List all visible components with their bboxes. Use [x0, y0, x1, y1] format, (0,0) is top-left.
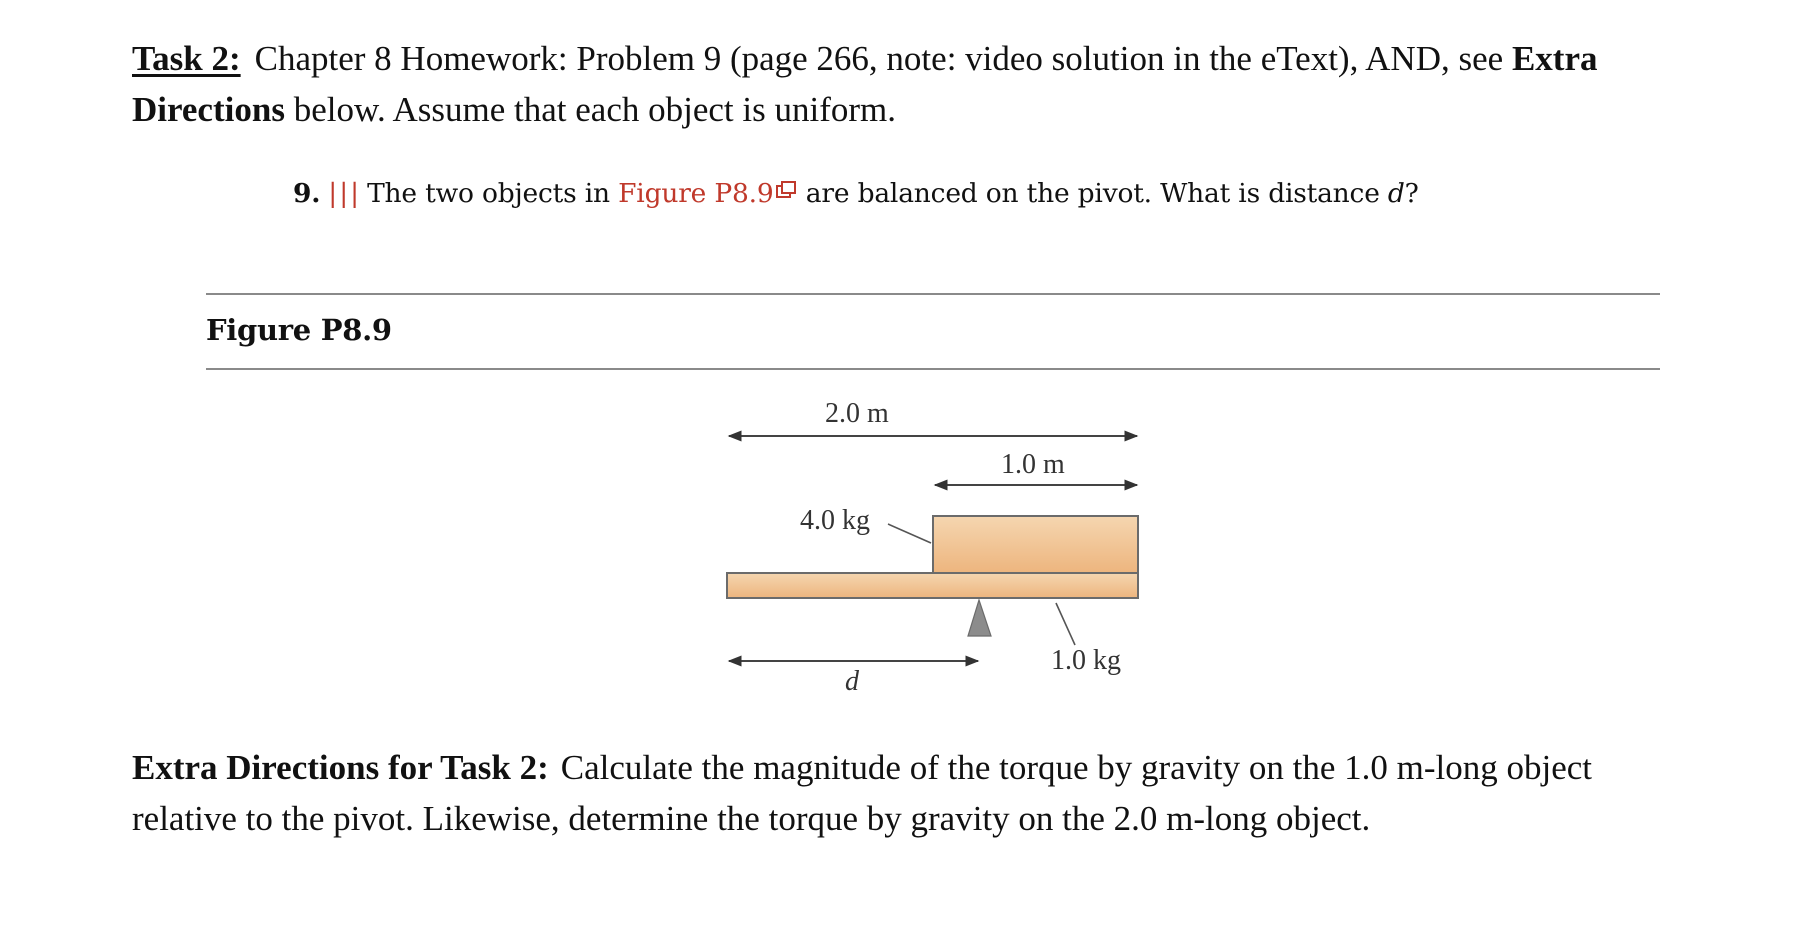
task-text-2: below. Assume that each object is uniform. [284, 90, 897, 129]
short-mass-leader [888, 524, 931, 543]
long-object [727, 573, 1138, 598]
problem-number: 9. [293, 178, 321, 209]
distance-label: d [845, 666, 859, 697]
short-object [933, 516, 1138, 573]
long-mass-label: 1.0 kg [1051, 645, 1121, 676]
pivot-icon [968, 600, 991, 636]
task-label: Task 2: [132, 39, 241, 78]
problem-text-after: are balanced on the pivot. What is distance [797, 178, 1388, 209]
figure-title: Figure P8.9 [206, 313, 392, 347]
problem-text-before: The two objects in [367, 178, 619, 209]
figure-link[interactable]: Figure P8.9 [618, 178, 774, 209]
short-length-label: 1.0 m [1001, 449, 1065, 480]
short-mass-label: 4.0 kg [800, 505, 870, 536]
long-length-label: 2.0 m [825, 398, 889, 429]
task-extra-directions-ref: Extra Directions [132, 39, 1598, 129]
task-text-1: Chapter 8 Homework: Problem 9 (page 266, note: video solution in the eText), AND, see [254, 39, 1512, 78]
extra-directions [132, 742, 1692, 844]
problem-variable: d [1387, 178, 1405, 209]
long-mass-leader [1056, 603, 1075, 645]
extra-directions-text: Calculate the magnitude of the torque by gravity on the 1.0 m-long object relative to the pivot. Likewise, determine the torque by gravity on the 2.0 m-long object. [132, 748, 1593, 838]
difficulty-indicator: ||| [328, 178, 362, 209]
extra-directions-label: Extra Directions for Task 2: [132, 748, 549, 787]
problem-end: ? [1404, 178, 1419, 209]
